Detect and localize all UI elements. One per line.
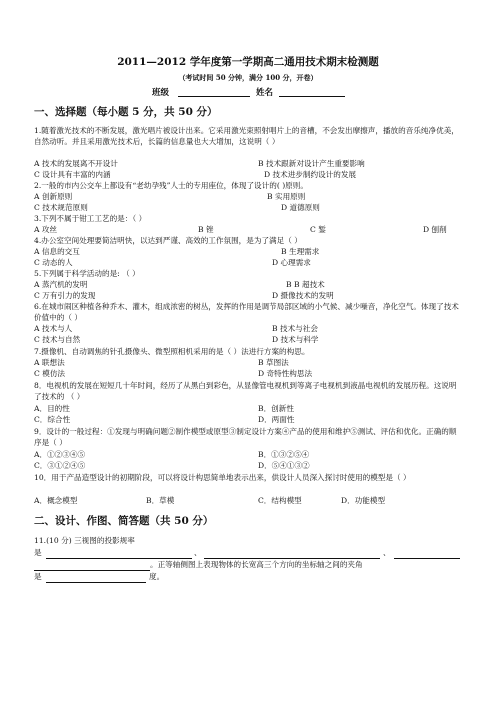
question-11-blank-4[interactable] (46, 582, 146, 583)
question-5-option-b[interactable]: B B 超技术 (286, 280, 325, 289)
question-5-option-c[interactable]: C 万有引力的发现 (34, 291, 96, 300)
question-6-option-a[interactable]: A 技术与人 (34, 324, 73, 333)
question-2-stem: 2.一般的市内公交车上都设有“老幼孕残”人士的专用座位，体现了设计的( )原则。 (34, 181, 308, 190)
class-blank[interactable] (178, 96, 250, 97)
question-10-stem: 10．用于产品造型设计的初期阶段，可以将设计构思简单地表示出来，供设计人员深入探讨时使用的模型是（ ） (34, 473, 411, 482)
question-2-option-a[interactable]: A 创新原则 (34, 192, 73, 201)
question-6-option-d[interactable]: D 技术与科学 (272, 335, 319, 344)
question-9-option-b[interactable]: B．①③②⑤④ (258, 450, 310, 459)
question-1-option-b[interactable]: B 技术跟新对设计产生重要影响 (258, 159, 365, 168)
question-8-stem: 8．电视机的发展在短短几十年时间，经历了从黑白到彩色，从显像管电视机到等离子电视机到液晶电视机的发展历程。这说明了技术的 （ ） (34, 381, 457, 401)
question-1-option-a[interactable]: A 技术的发展离不开设计 (34, 159, 118, 168)
name-label: 姓名 (256, 88, 274, 98)
question-7-option-a[interactable]: A 联想法 (34, 358, 65, 367)
question-7-option-d[interactable]: D 奇特性构思法 (258, 369, 313, 378)
question-5-option-a[interactable]: A 蒸汽机的发明 (34, 280, 88, 289)
name-blank[interactable] (279, 96, 345, 97)
question-3-option-c[interactable]: C 錾 (310, 225, 326, 234)
question-9-option-c[interactable]: C．③①②④⑤ (34, 461, 86, 470)
question-4-option-d[interactable]: D 心理需求 (272, 258, 311, 267)
question-11-line4-suffix: 度。 (149, 572, 165, 581)
question-9-stem: 9．设计的一般过程：①发现与明确问题②制作模型或原型③制定设计方案④产品的使用和维护⑤测试、评估和优化。正确的顺序是（ ） (34, 427, 457, 447)
question-10-option-d[interactable]: D．功能模型 (341, 496, 386, 505)
question-5-option-d[interactable]: D 摄像技术的发明 (272, 291, 334, 300)
question-3-option-b[interactable]: B 锉 (198, 225, 214, 234)
exam-title: 2011—2012 学年度第一学期高二通用技术期末检测题 (117, 56, 379, 68)
question-4-stem: 4.办公室空间处理要简洁明快，以达到严谨、高效的工作氛围，是为了满足（ ） (34, 236, 302, 245)
question-6-option-c[interactable]: C 技术与自然 (34, 335, 81, 344)
question-11-separator-2: 、 (383, 548, 391, 557)
question-10-option-c[interactable]: C．结构模型 (258, 496, 302, 505)
question-11-blank-3[interactable] (394, 558, 460, 559)
exam-subtitle: （考试时间 50 分钟，满分 100 分，开卷） (178, 73, 318, 82)
question-7-stem: 7.摄像机、自动调焦的针孔摄像头、微型照相机采用的是（ ）法进行方案的构思。 (34, 347, 310, 356)
question-10-option-a[interactable]: A．概念模型 (34, 496, 78, 505)
question-4-option-c[interactable]: C 动态的人 (34, 258, 73, 267)
question-9-option-a[interactable]: A．①②③④⑤ (34, 450, 86, 459)
question-2-option-b[interactable]: B 实用原则 (267, 192, 306, 201)
question-3-option-d[interactable]: D 刨削 (423, 225, 447, 234)
question-7-option-b[interactable]: B 草图法 (258, 358, 289, 367)
question-10-option-b[interactable]: B．草模 (146, 496, 175, 505)
question-6-stem: 6.在城市闹区种植各种乔木、灌木，组成浓密的树丛，发挥的作用是调节局部区域的小气候、减少噪音，净化空气。体现了技术价值中的（ ） (34, 302, 459, 322)
question-8-option-c[interactable]: C．综合性 (34, 415, 71, 424)
question-11-separator-1: 、 (194, 548, 202, 557)
class-label: 班级 (152, 88, 170, 98)
question-1-stem: 1.随着激光技术的不断发展，激光唱片被设计出来。它采用激光束照射唱片上的音槽，不会发出摩擦声，播放的音乐纯净优美，自然动听。并且采用激光技术后，长篇的信息量也大大增加，这说明（ ） (34, 126, 459, 146)
question-2-option-d[interactable]: D 道德原则 (281, 203, 320, 212)
question-1-option-d[interactable]: D 技术进步制约设计的发展 (264, 170, 357, 179)
question-11-line2-prefix: 是 (34, 548, 42, 557)
question-6-option-b[interactable]: B 技术与社会 (272, 324, 318, 333)
question-8-option-a[interactable]: A．目的性 (34, 404, 70, 413)
question-4-option-b[interactable]: B 生理需求 (281, 247, 320, 256)
question-11-line4-prefix: 是 (34, 572, 42, 581)
question-11-title: 11.(10 分) 三视图的投影规率 (34, 536, 135, 545)
question-7-option-c[interactable]: C 模仿法 (34, 369, 66, 378)
question-1-option-c[interactable]: C 设计具有丰富的内涵 (34, 170, 111, 179)
section-choice-heading: 一、选择题（每小题 5 分，共 50 分） (34, 106, 218, 118)
question-8-option-b[interactable]: B．创新性 (258, 404, 294, 413)
question-11-line3-text: 。正等轴侧图上表现物体的长宽高三个方向的坐标轴之间的夹角 (150, 560, 363, 569)
question-3-option-a[interactable]: A 攻丝 (34, 225, 58, 234)
question-8-option-d[interactable]: D．两面性 (258, 415, 295, 424)
question-11-blank-3-cont[interactable] (34, 570, 150, 571)
question-3-stem: 3.下列不属于钳工工艺的是：（ ） (34, 214, 147, 223)
question-9-option-d[interactable]: D．⑤④①③② (258, 461, 310, 470)
section-design-heading: 二、设计、作图、简答题（共 50 分） (34, 515, 214, 527)
question-5-stem: 5.下列属于科学活动的是: （ ） (34, 269, 140, 278)
question-2-option-c[interactable]: C 技术规范原则 (34, 203, 88, 212)
question-4-option-a[interactable]: A 信息的交互 (34, 247, 80, 256)
